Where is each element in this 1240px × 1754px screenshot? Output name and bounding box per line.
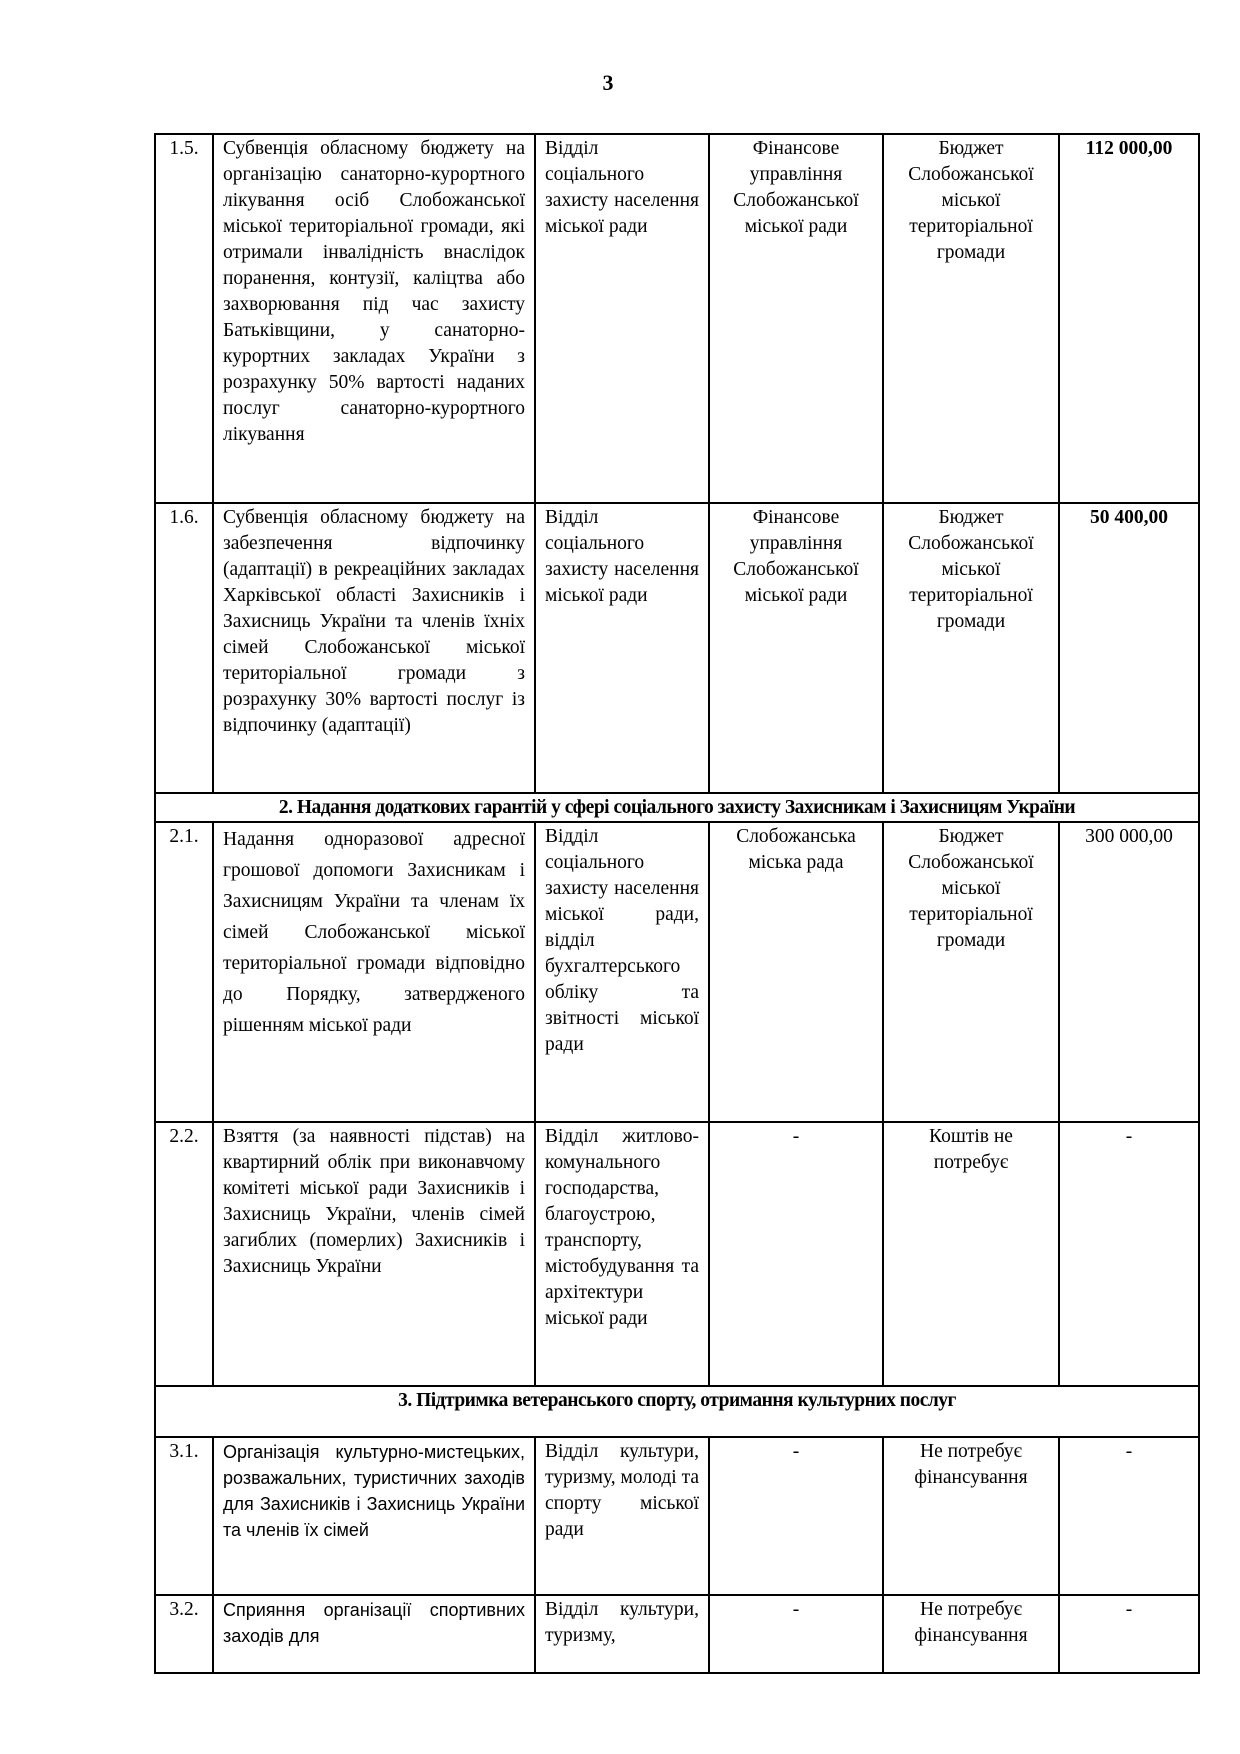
funding-amount: 300 000,00	[1059, 822, 1199, 1122]
funds-recipient: -	[709, 1437, 883, 1595]
funding-source: Коштів не потребує	[883, 1122, 1059, 1386]
funding-amount: -	[1059, 1437, 1199, 1595]
responsible-executor: Відділ культури, туризму, молоді та спорту міської ради	[535, 1437, 709, 1595]
measure-description: Сприяння організації спортивних заходів для	[213, 1595, 535, 1673]
page-number: 3	[602, 70, 614, 95]
measure-description: Взяття (за наявності підстав) на квартирний облік при виконавчому комітеті міської ради Захисників і Захисниць України, членів сімей загиблих (померлих) Захисників і Захисниць України	[213, 1122, 535, 1386]
measure-description: Субвенція обласному бюджету на забезпечення відпочинку (адаптації) в рекреаційних закладах Харківської області Захисників і Захисниць України та членів їхніх сімей Слобожанської міської територіальної громади з розрахунку 30% вартості послуг із відпочинку (адаптації)	[213, 503, 535, 793]
funding-source: Бюджет Слобожанської міської територіальної громади	[883, 503, 1059, 793]
funds-recipient: -	[709, 1122, 883, 1386]
responsible-executor: Відділ житлово-комунального господарства, благоустрою, транспорту, містобудування та архітектури міської ради	[535, 1122, 709, 1386]
funding-source: Не потребує фінансування	[883, 1595, 1059, 1673]
table-row	[155, 1595, 1199, 1673]
table-row	[155, 134, 1199, 503]
section-heading-row	[155, 1386, 1199, 1437]
program-measures-table	[154, 133, 1200, 1674]
funds-recipient: -	[709, 1595, 883, 1673]
responsible-executor: Відділ соціального захисту населення міської ради	[535, 503, 709, 793]
responsible-executor: Відділ соціального захисту населення міської ради, відділ бухгалтерського обліку та звітності міської ради	[535, 822, 709, 1122]
responsible-executor: Відділ соціального захисту населення міської ради	[535, 134, 709, 503]
measure-description: Надання одноразової адресної грошової допомоги Захисникам і Захисницям України та членам їх сімей Слобожанської міської територіальної громади відповідно до Порядку, затвердженого рішенням міської ради	[213, 822, 535, 1122]
funds-recipient: Фінансове управління Слобожанської міської ради	[709, 503, 883, 793]
funding-source: Бюджет Слобожанської міської територіальної громади	[883, 134, 1059, 503]
table-row	[155, 503, 1199, 793]
funding-amount: -	[1059, 1122, 1199, 1386]
row-number: 2.2.	[155, 1122, 213, 1386]
row-number: 1.5.	[155, 134, 213, 503]
funds-recipient: Слобожанська міська рада	[709, 822, 883, 1122]
row-number: 2.1.	[155, 822, 213, 1122]
row-number: 3.2.	[155, 1595, 213, 1673]
funding-amount: -	[1059, 1595, 1199, 1673]
measure-description: Організація культурно-мистецьких, розважальних, туристичних заходів для Захисників і Захисниць України та членів їх сімей	[213, 1437, 535, 1595]
row-number: 3.1.	[155, 1437, 213, 1595]
section-heading: 2. Надання додаткових гарантій у сфері соціального захисту Захисникам і Захисницям України	[155, 793, 1199, 822]
funding-amount: 50 400,00	[1059, 503, 1199, 793]
table-row	[155, 822, 1199, 1122]
table-row	[155, 1437, 1199, 1595]
table-row	[155, 1122, 1199, 1386]
funding-source: Бюджет Слобожанської міської територіальної громади	[883, 822, 1059, 1122]
funding-source: Не потребує фінансування	[883, 1437, 1059, 1595]
funds-recipient: Фінансове управління Слобожанської міської ради	[709, 134, 883, 503]
funding-amount: 112 000,00	[1059, 134, 1199, 503]
section-heading-row	[155, 793, 1199, 822]
section-heading: 3. Підтримка ветеранського спорту, отримання культурних послуг	[155, 1386, 1199, 1437]
row-number: 1.6.	[155, 503, 213, 793]
responsible-executor: Відділ культури, туризму,	[535, 1595, 709, 1673]
measure-description: Субвенція обласному бюджету на організацію санаторно-курортного лікування осіб Слобожанської міської територіальної громади, які отримали інвалідність внаслідок поранення, контузії, каліцтва або захворювання під час захисту Батьківщини, у санаторно-курортних закладах України з розрахунку 50% вартості наданих послуг санаторно-курортного лікування	[213, 134, 535, 503]
